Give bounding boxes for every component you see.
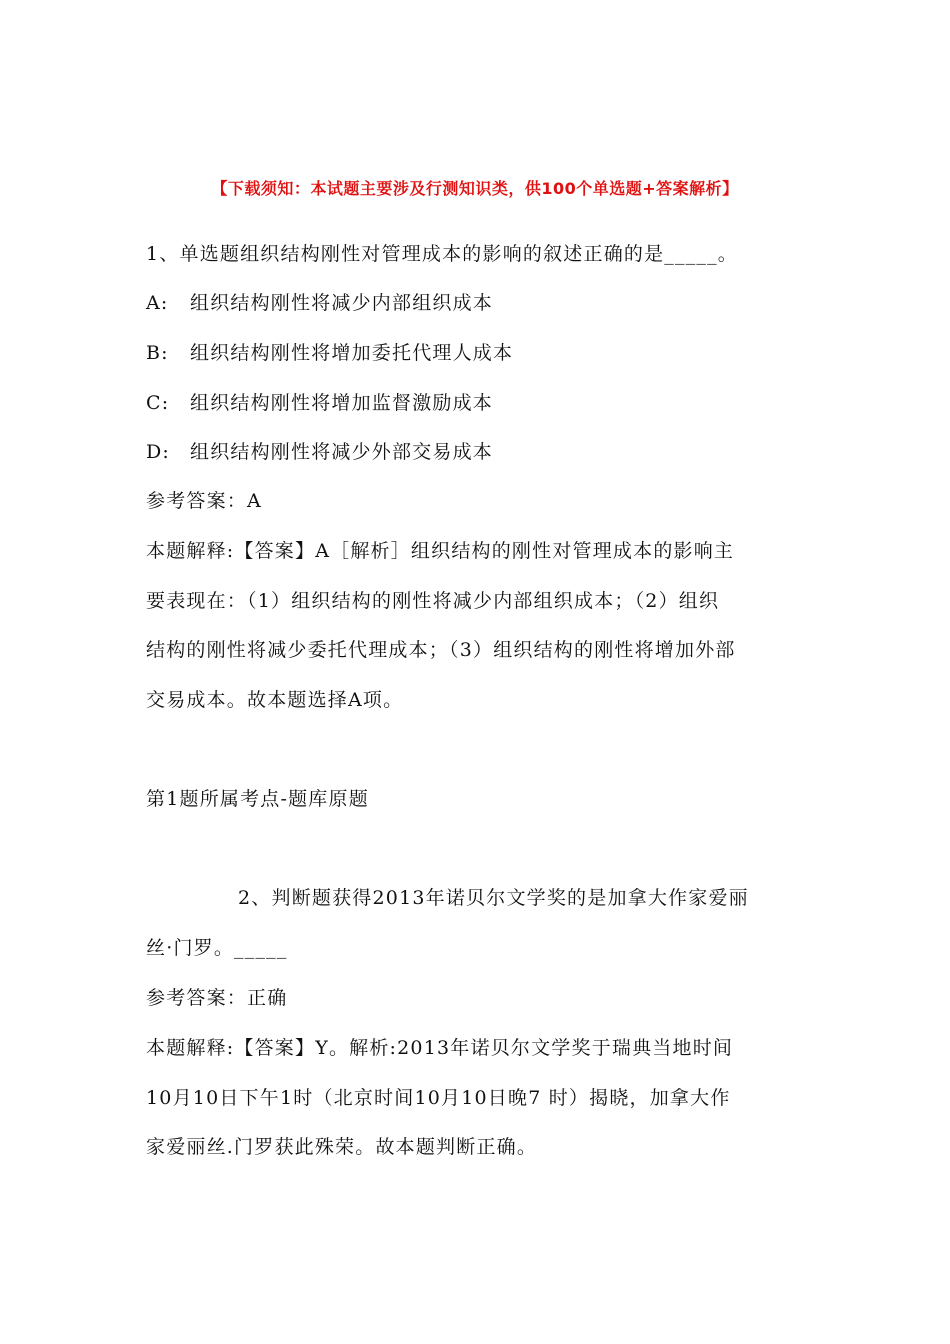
question-1-topic: 第1题所属考点-题库原题 [146, 788, 369, 810]
option-text: 组织结构刚性将减少外部交易成本 [190, 441, 494, 463]
question-1-option-c [146, 390, 811, 416]
question-2-stem-line: 丝·门罗。_____ [146, 937, 288, 959]
question-1-option-a [146, 290, 811, 316]
option-text: 组织结构刚性将减少内部组织成本 [190, 292, 494, 314]
question-2-explanation-line: 本题解释:【答案】Y。解析:2013年诺贝尔文学奖于瑞典当地时间 [146, 1037, 734, 1059]
question-2-answer: 参考答案：正确 [146, 987, 288, 1009]
option-text: 组织结构刚性将增加监督激励成本 [190, 392, 494, 414]
question-1-explanation-line: 要表现在：（1）组织结构的刚性将减少内部组织成本；（2）组织 [146, 590, 720, 612]
option-label: D: [146, 441, 171, 463]
option-label: B: [146, 342, 169, 364]
question-2-explanation-line: 家爱丽丝.门罗获此殊荣。故本题判断正确。 [146, 1136, 538, 1158]
question-2-explanation-line: 10月10日下午1时（北京时间10月10日晚7 时）揭晓，加拿大作 [146, 1087, 731, 1109]
question-2-stem-line: 2、判断题获得2013年诺贝尔文学奖的是加拿大作家爱丽 [238, 887, 749, 909]
question-1-option-b [146, 340, 811, 366]
question-1-explanation-line: 本题解释:【答案】A［解析］组织结构的刚性对管理成本的影响主 [146, 540, 735, 562]
option-label: C: [146, 392, 170, 414]
question-1-explanation-line: 结构的刚性将减少委托代理成本；（3）组织结构的刚性将增加外部 [146, 639, 736, 661]
option-text: 组织结构刚性将增加委托代理人成本 [190, 342, 514, 364]
download-notice: 【下载须知：本试题主要涉及行测知识类，供100个单选题+答案解析】 [211, 179, 739, 198]
question-1-answer: 参考答案：A [146, 490, 262, 512]
question-1-explanation-line: 交易成本。故本题选择A项。 [146, 689, 404, 711]
question-1-option-d [146, 439, 811, 465]
question-1-stem: 1、单选题组织结构刚性对管理成本的影响的叙述正确的是_____。 [146, 243, 738, 265]
option-label: A: [146, 292, 169, 314]
